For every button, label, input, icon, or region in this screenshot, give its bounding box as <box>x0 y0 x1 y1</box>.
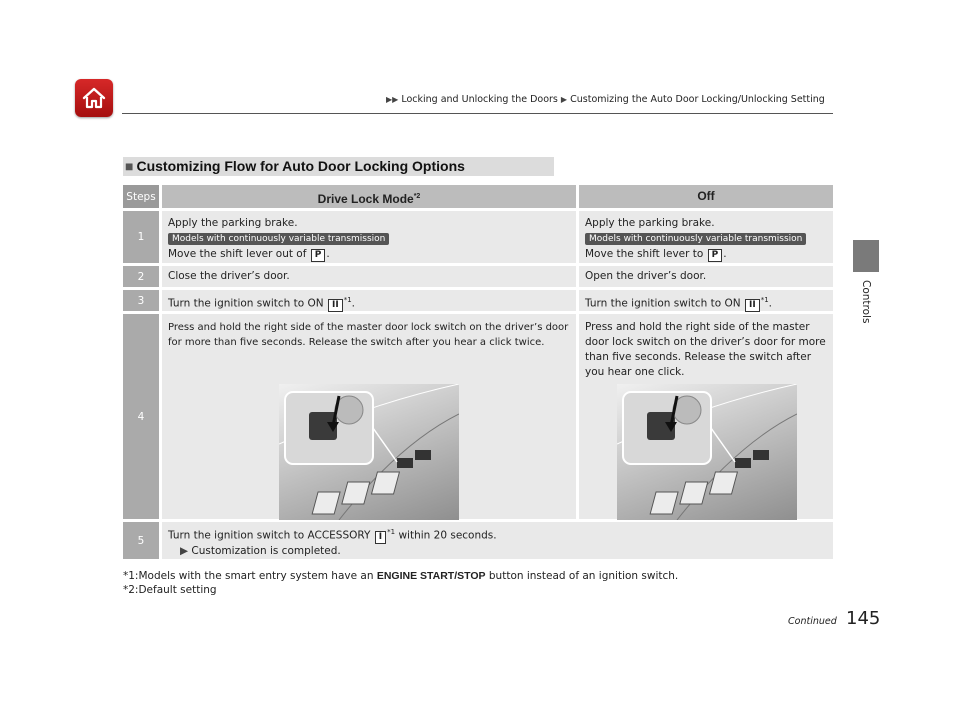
arrow-right-icon: ▶ <box>560 95 568 104</box>
result-arrow-icon: ▶ <box>180 544 189 557</box>
table-row-5 <box>123 522 833 559</box>
step-number: 2 <box>123 266 159 287</box>
continued-label: Continued <box>788 616 837 627</box>
footnote-2: *2:Default setting <box>123 584 217 596</box>
table-row-2 <box>123 266 833 287</box>
home-icon <box>81 85 107 111</box>
section-title: ■ Customizing Flow for Auto Door Locking Options <box>123 157 554 176</box>
step3-off: Turn the ignition switch to ON II $^{*1}$. <box>579 290 833 311</box>
step2-drive-lock: Close the driver’s door. <box>162 266 576 287</box>
park-key-icon: P <box>311 249 326 262</box>
step-number: 1 <box>123 211 159 263</box>
step1-off: Apply the parking brake. Models with continuously variable transmission Move the shift lever to P . <box>579 211 833 263</box>
square-bullet-icon: ■ <box>125 158 134 174</box>
breadcrumb <box>386 94 825 105</box>
step3-drive-lock: Turn the ignition switch to ON II $^{*1}$. <box>162 290 576 311</box>
table-header-row <box>123 185 833 208</box>
accessory-key-icon: I <box>375 531 386 544</box>
table-row-1 <box>123 211 833 263</box>
step-number: 3 <box>123 290 159 311</box>
on-key-icon: II <box>328 299 343 312</box>
side-tab-marker[interactable] <box>853 240 879 272</box>
door-switch-illustration <box>279 384 459 520</box>
on-key-icon: II <box>745 299 760 312</box>
cvt-badge: Models with continuously variable transmission <box>585 233 806 245</box>
step1-drive-lock: Apply the parking brake. Models with continuously variable transmission Move the shift lever out of P . <box>162 211 576 263</box>
footnote-1: *1:Models with the smart entry system have an ENGINE START/STOP button instead of an ignition switch. <box>123 570 679 582</box>
breadcrumb-current: Customizing the Auto Door Locking/Unlocking Setting <box>570 94 825 105</box>
page-number: 145 <box>846 608 881 629</box>
breadcrumb-link-doors[interactable]: Locking and Unlocking the Doors <box>401 94 558 105</box>
arrow-right-icon: ▶▶ <box>386 95 399 104</box>
step-number: 5 <box>123 522 159 559</box>
step2-off: Open the driver’s door. <box>579 266 833 287</box>
step4-drive-lock: Press and hold the right side of the master door lock switch on the driver’s door for more than five seconds. Release the switch after you hear a click twice. <box>162 314 576 519</box>
cvt-badge: Models with continuously variable transmission <box>168 233 389 245</box>
table-row-3 <box>123 290 833 311</box>
step5-both: Turn the ignition switch to ACCESSORY I $^{*1}$ within 20 seconds. ▶ Customization is completed. <box>162 522 833 559</box>
header-divider <box>122 113 833 114</box>
park-key-icon: P <box>708 249 723 262</box>
home-button[interactable] <box>75 79 113 117</box>
door-switch-illustration <box>617 384 797 520</box>
side-tab-label: Controls <box>860 280 872 324</box>
header-steps: Steps <box>123 185 159 208</box>
table-row-4 <box>123 314 833 519</box>
step-number: 4 <box>123 314 159 519</box>
step4-off: Press and hold the right side of the master door lock switch on the driver’s door for more than five seconds. Release the switch after you hear one click. <box>579 314 833 519</box>
header-off: Off <box>579 185 833 208</box>
customizing-flow-table <box>123 185 833 562</box>
header-drive-lock-mode: Drive Lock Mode$^{*2}$ <box>162 185 576 208</box>
